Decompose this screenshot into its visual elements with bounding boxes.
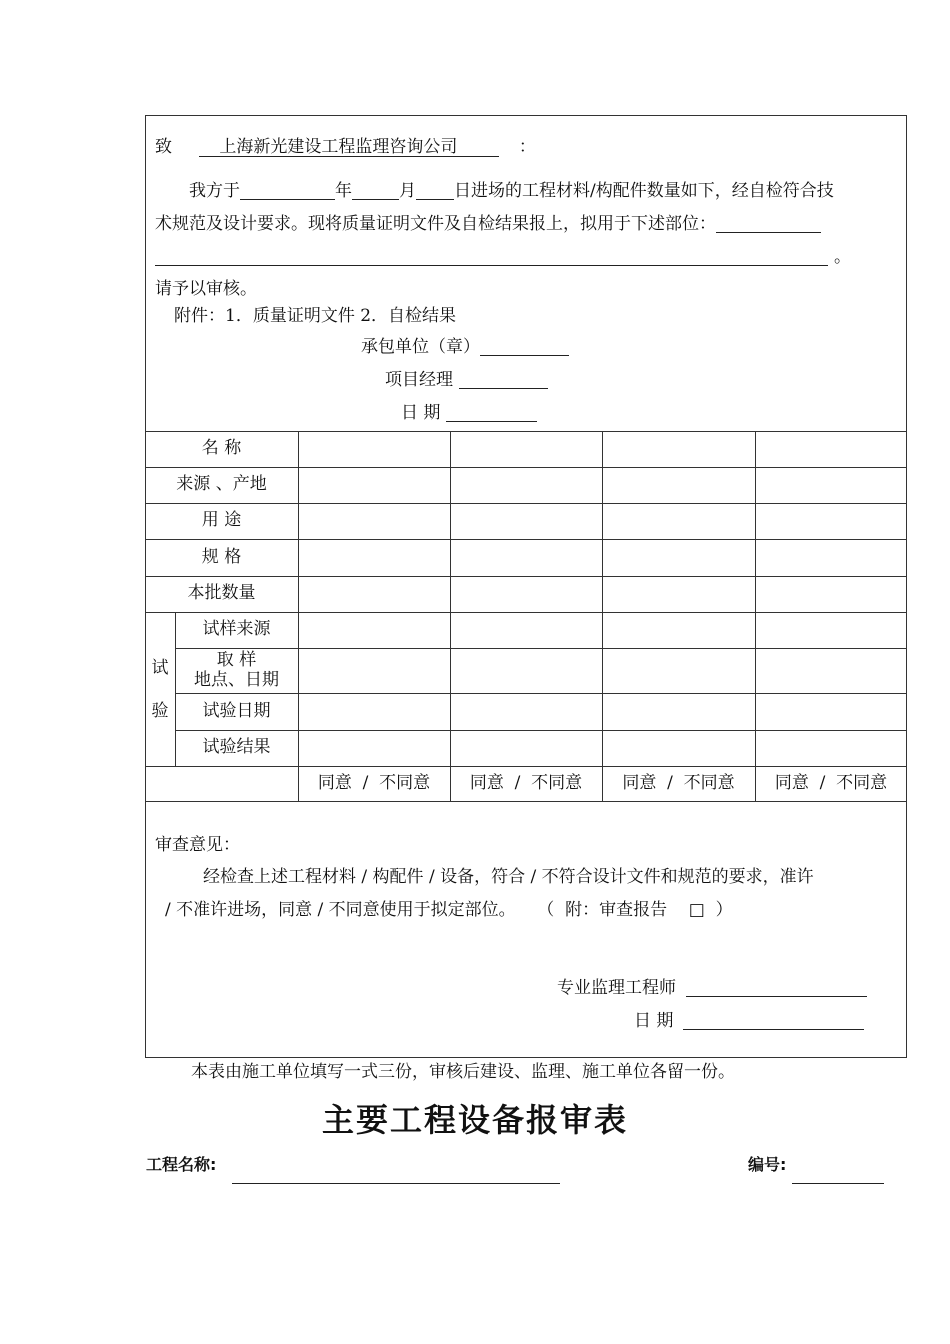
row-label-sample-source: 试样来源 bbox=[202, 619, 271, 640]
engineer-line bbox=[557, 978, 867, 997]
location-blank-1[interactable] bbox=[716, 214, 821, 233]
number-label: 编号: bbox=[748, 1155, 787, 1174]
row-label-origin: 来源 、产地 bbox=[176, 474, 267, 495]
test-group-label-1: 试 bbox=[151, 658, 169, 679]
sampling-line-2: 地点、日期 bbox=[194, 669, 279, 690]
review-date-line bbox=[634, 1011, 864, 1030]
engineer-blank[interactable] bbox=[686, 978, 867, 997]
addressee-colon: ： bbox=[518, 137, 536, 157]
contractor-line bbox=[361, 337, 569, 356]
row-label-quantity: 本批数量 bbox=[187, 583, 256, 604]
grid-col-line bbox=[602, 431, 603, 801]
row-label-test-date: 试验日期 bbox=[202, 700, 271, 721]
row-label-usage: 用 途 bbox=[201, 510, 242, 531]
number-line bbox=[748, 1157, 786, 1173]
month-blank[interactable] bbox=[352, 181, 399, 200]
footer-note: 本表由施工单位填写一式三份，审核后建设、监理、施工单位各留一份。 bbox=[191, 1062, 735, 1082]
agree-option-3[interactable]: 同意 / 不同意 bbox=[622, 772, 735, 793]
test-group-label-2: 验 bbox=[151, 701, 169, 722]
contractor-blank[interactable] bbox=[480, 337, 569, 356]
manager-label: 项目经理 bbox=[385, 370, 453, 390]
next-form-title: 主要工程设备报审表 bbox=[321, 1101, 628, 1139]
day-blank[interactable] bbox=[416, 181, 454, 200]
review-date-label: 日 期 bbox=[634, 1011, 674, 1031]
review-line-1: 经检查上述工程材料 / 构配件 / 设备，符合 / 不符合设计文件和规范的要求，准许 bbox=[203, 867, 814, 887]
date-label: 日 期 bbox=[401, 403, 441, 423]
grid-col-line bbox=[755, 431, 756, 801]
contractor-label: 承包单位（章） bbox=[361, 337, 480, 357]
month-label: 月 bbox=[399, 181, 416, 201]
intro-line-3 bbox=[155, 247, 851, 266]
date-line bbox=[401, 403, 537, 422]
date-blank[interactable] bbox=[446, 403, 537, 422]
agree-option-1[interactable]: 同意 / 不同意 bbox=[317, 772, 431, 793]
manager-blank[interactable] bbox=[459, 370, 548, 389]
intro-day-text: 日进场的工程材料/构配件数量如下，经自检符合技 bbox=[454, 181, 834, 201]
to-prefix: 致 bbox=[155, 137, 172, 157]
row-label-test-result: 试验结果 bbox=[202, 737, 271, 758]
intro-line-2-text: 术规范及设计要求。现将质量证明文件及自检结果报上，拟用于下述部位： bbox=[155, 214, 716, 234]
period: 。 bbox=[834, 247, 851, 267]
year-label: 年 bbox=[335, 181, 352, 201]
intro-line-1 bbox=[189, 181, 834, 200]
agree-option-2[interactable]: 同意 / 不同意 bbox=[469, 772, 583, 793]
review-line-2: / 不准许进场，同意 / 不同意使用于拟定部位。 （ 附：审查报告 □ ） bbox=[165, 900, 733, 920]
manager-line bbox=[385, 370, 548, 389]
grid-line bbox=[145, 801, 907, 802]
project-name-label: 工程名称: bbox=[146, 1155, 217, 1174]
row-label-spec: 规 格 bbox=[201, 546, 242, 567]
project-name-blank[interactable] bbox=[232, 1183, 560, 1184]
intro-lead: 我方于 bbox=[189, 181, 240, 201]
number-blank[interactable] bbox=[792, 1183, 884, 1184]
attachments-text: 附件：1．质量证明文件 2．自检结果 bbox=[174, 306, 457, 326]
sampling-line-1: 取 样 bbox=[216, 649, 257, 670]
intro-line-2 bbox=[155, 214, 821, 233]
row-label-name: 名 称 bbox=[201, 438, 242, 459]
project-name-line bbox=[146, 1157, 216, 1173]
review-date-blank[interactable] bbox=[683, 1011, 864, 1030]
request-text: 请予以审核。 bbox=[155, 279, 257, 299]
addressee-line bbox=[155, 139, 536, 157]
engineer-label: 专业监理工程师 bbox=[557, 978, 676, 998]
agree-option-4[interactable]: 同意 / 不同意 bbox=[774, 772, 888, 793]
row-label-sampling bbox=[175, 648, 298, 693]
grid-col-line bbox=[450, 431, 451, 801]
year-blank[interactable] bbox=[240, 181, 335, 200]
addressee-company: 上海新光建设工程监理咨询公司 bbox=[199, 139, 499, 157]
grid-col-line bbox=[298, 431, 299, 801]
review-heading: 审查意见： bbox=[155, 835, 240, 855]
location-blank-2[interactable] bbox=[155, 247, 828, 266]
